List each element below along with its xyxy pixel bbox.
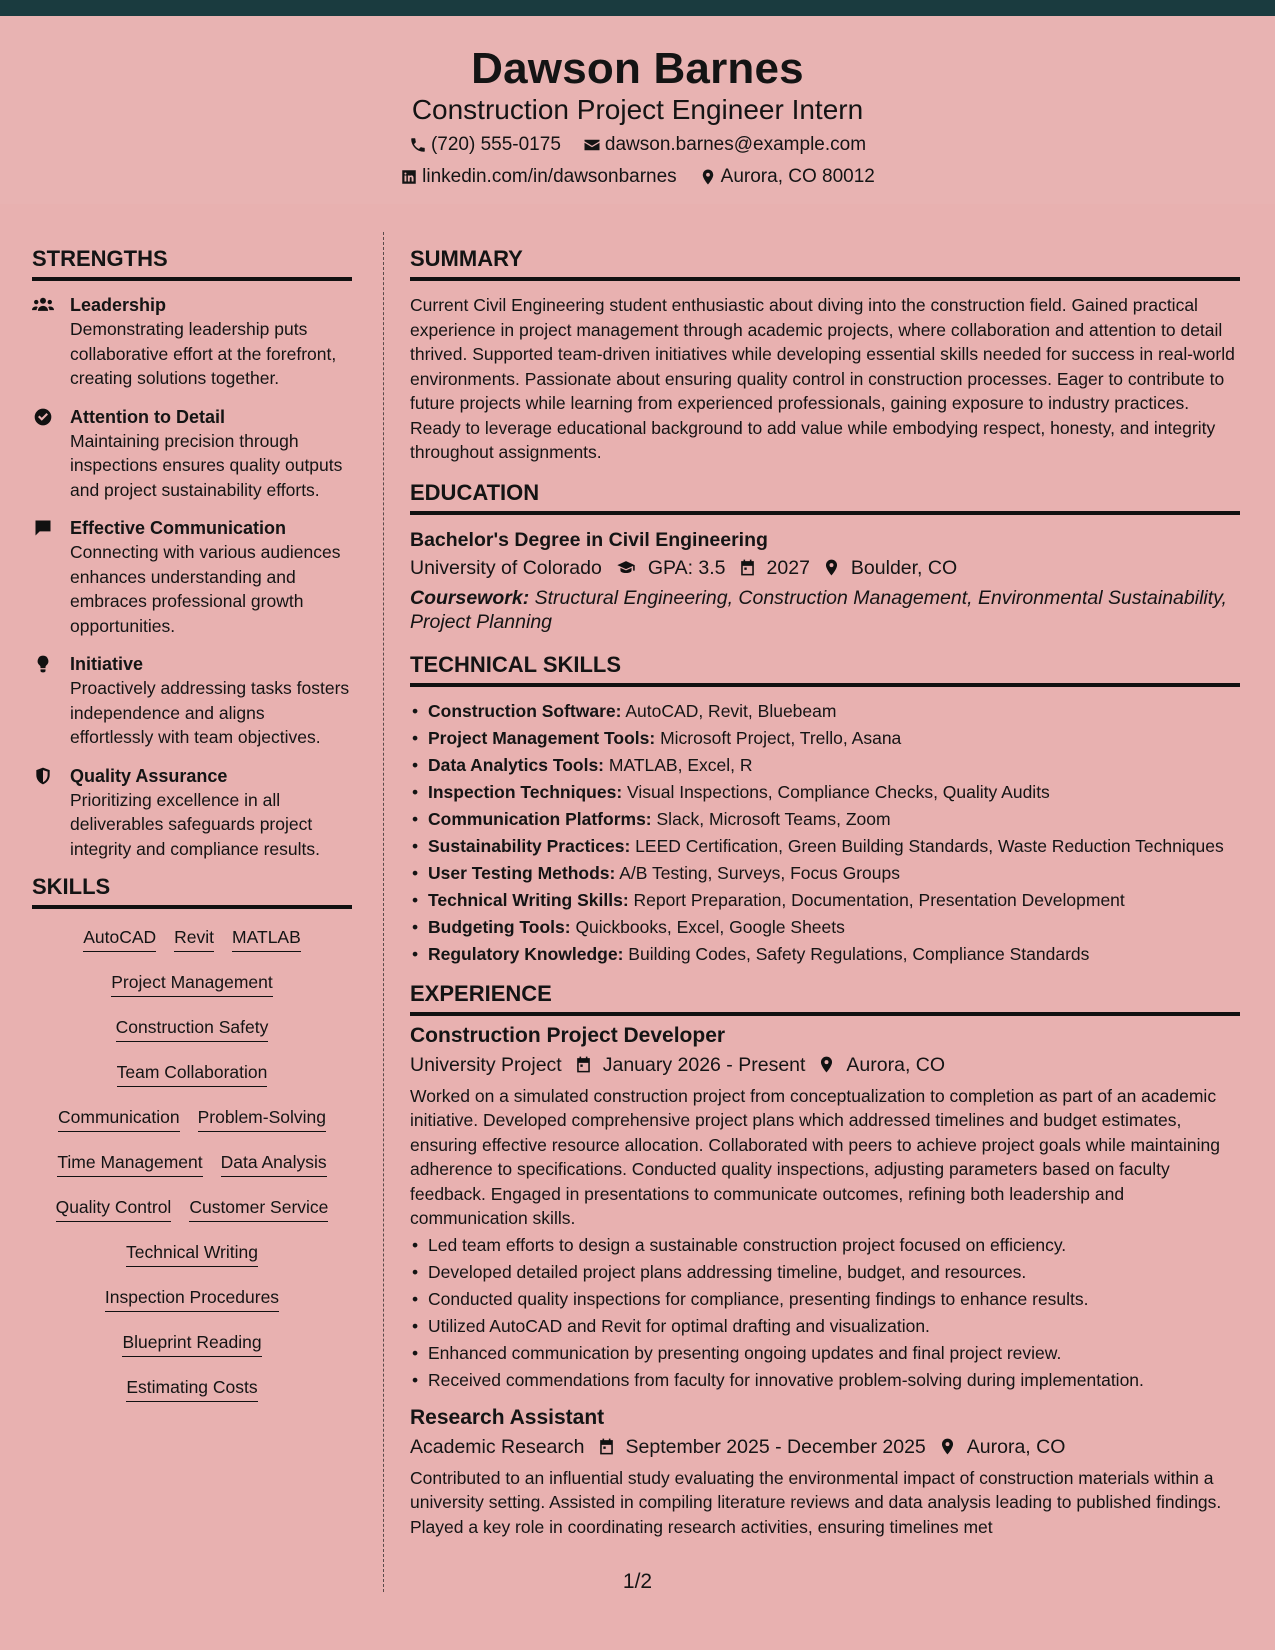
job-dates: September 2025 - December 2025 <box>625 1435 926 1458</box>
map-pin-icon <box>699 168 717 186</box>
calendar-icon <box>597 1437 616 1456</box>
skill-tag: Construction Safety <box>116 1015 269 1042</box>
job-entry <box>410 1022 1240 1392</box>
technical-skills-list <box>410 699 1240 966</box>
job-entry <box>410 1404 1240 1540</box>
skill-tag: Project Management <box>111 970 272 997</box>
strength-item <box>32 516 352 638</box>
top-accent-bar <box>0 0 1275 16</box>
skill-tag: Data Analysis <box>221 1150 327 1177</box>
job-dates: January 2026 - Present <box>602 1053 806 1076</box>
strength-title: Effective Communication <box>70 518 287 538</box>
technical-skill-label: Communication Platforms: <box>428 808 652 829</box>
technical-skill-label: User Testing Methods: <box>428 862 616 883</box>
technical-skill-label: Regulatory Knowledge: <box>428 943 624 964</box>
degree-title: Bachelor's Degree in Civil Engineering <box>410 528 768 551</box>
technical-skill-item <box>410 915 1240 939</box>
skill-tag: Communication <box>58 1105 180 1132</box>
strengths-heading: STRENGTHS <box>32 247 352 281</box>
strength-item <box>32 405 352 503</box>
contact-line-2 <box>0 166 1275 188</box>
skill-tag: Revit <box>174 925 214 952</box>
technical-skill-label: Data Analytics Tools: <box>428 754 605 775</box>
check-circle-icon <box>32 407 54 427</box>
column-divider <box>383 232 384 1592</box>
technical-skill-item <box>410 726 1240 750</box>
calendar-icon <box>574 1055 593 1074</box>
skill-tag: AutoCAD <box>83 925 156 952</box>
skill-row <box>32 1015 352 1060</box>
technical-skill-value: Slack, Microsoft Teams, Zoom <box>651 808 891 829</box>
education-meta <box>410 553 1240 583</box>
technical-skill-value: Visual Inspections, Compliance Checks, Quality Audits <box>622 781 1050 802</box>
job-bullet: • Developed detailed project plans addressing timeline, budget, and resources. <box>410 1260 1240 1284</box>
contact-line-1 <box>0 134 1275 156</box>
experience-heading: EXPERIENCE <box>410 982 1240 1016</box>
graduation-year: 2027 <box>766 556 810 579</box>
skill-tag: Team Collaboration <box>117 1060 268 1087</box>
technical-skill-item <box>410 942 1240 966</box>
skill-row <box>32 1105 352 1150</box>
technical-skill-item <box>410 861 1240 885</box>
job-meta <box>410 1050 1240 1080</box>
graduation-cap-icon <box>614 558 638 577</box>
job-title: Construction Project Developer <box>410 1023 726 1047</box>
education-heading: EDUCATION <box>410 481 1240 515</box>
candidate-role: Construction Project Engineer Intern <box>411 94 864 125</box>
coursework-list: Structural Engineering, Construction Management, Environmental Sustainability, Project Planning <box>410 586 1227 633</box>
job-location: Aurora, CO <box>966 1435 1066 1458</box>
strength-item <box>32 652 352 750</box>
school-location: Boulder, CO <box>850 556 958 579</box>
technical-skill-label: Construction Software: <box>428 700 622 721</box>
skill-tag: MATLAB <box>232 925 301 952</box>
skill-row <box>32 1060 352 1105</box>
left-column <box>32 247 352 1420</box>
job-location: Aurora, CO <box>846 1053 946 1076</box>
technical-skill-value: Building Codes, Safety Regulations, Compliance Standards <box>623 943 1090 964</box>
technical-skill-value: MATLAB, Excel, R <box>604 754 753 775</box>
strength-desc: Maintaining precision through inspections ensures quality outputs and project sustainability efforts. <box>70 430 343 500</box>
skill-tag: Quality Control <box>56 1195 172 1222</box>
technical-skill-value: AutoCAD, Revit, Bluebeam <box>621 700 837 721</box>
skill-tag: Blueprint Reading <box>122 1330 261 1357</box>
lightbulb-icon <box>32 654 54 674</box>
strength-desc: Connecting with various audiences enhances understanding and embraces professional growth opportunities. <box>70 542 341 636</box>
skill-row <box>32 1195 352 1240</box>
users-icon <box>32 295 54 315</box>
skill-row <box>32 1330 352 1375</box>
technical-skill-item <box>410 807 1240 831</box>
strength-title: Leadership <box>70 295 167 315</box>
location-text: Aurora, CO 80012 <box>720 166 875 187</box>
strength-title: Quality Assurance <box>70 765 228 786</box>
technical-skill-value: Report Preparation, Documentation, Presentation Development <box>628 889 1125 910</box>
job-description: Contributed to an influential study evaluating the environmental impact of construction materials within a university setting. Assisted in compiling literature reviews and data analysis leading to published findings. Played a key role in coordinating research activities, ensuring timelines met <box>410 1467 1222 1537</box>
skill-row <box>32 925 352 970</box>
skill-tag: Time Management <box>57 1150 202 1177</box>
skills-heading: SKILLS <box>32 875 352 909</box>
skill-tag: Inspection Procedures <box>105 1285 279 1312</box>
skill-row <box>32 1375 352 1420</box>
location-contact <box>699 166 875 188</box>
technical-skill-label: Project Management Tools: <box>428 727 656 748</box>
candidate-name: Dawson Barnes <box>471 44 804 93</box>
job-meta <box>410 1432 1240 1462</box>
job-bullet: • Led team efforts to design a sustainable construction project focused on efficiency. <box>410 1233 1240 1257</box>
phone-contact <box>409 134 561 156</box>
skill-row <box>32 1285 352 1330</box>
shield-icon <box>32 766 54 786</box>
comment-icon <box>32 518 54 538</box>
job-bullet: • Enhanced communication by presenting ongoing updates and final project review. <box>410 1341 1240 1365</box>
job-title: Research Assistant <box>410 1405 605 1429</box>
job-bullet: • Conducted quality inspections for compliance, presenting findings to enhance results. <box>410 1287 1240 1311</box>
map-pin-icon <box>817 1055 836 1074</box>
strength-item <box>32 764 352 862</box>
page-number: 1/2 <box>622 1570 653 1593</box>
skill-tag: Problem-Solving <box>198 1105 326 1132</box>
job-org: Academic Research <box>410 1435 585 1458</box>
technical-skill-item <box>410 834 1240 858</box>
envelope-icon <box>583 136 601 154</box>
coursework-label: Coursework: <box>410 586 530 609</box>
strength-desc: Prioritizing excellence in all deliverables safeguards project integrity and compliance results. <box>70 789 320 859</box>
strength-item <box>32 293 352 391</box>
technical-skill-value: A/B Testing, Surveys, Focus Groups <box>615 862 901 883</box>
map-pin-icon <box>938 1437 957 1456</box>
technical-skill-label: Inspection Techniques: <box>428 781 623 802</box>
strength-title: Attention to Detail <box>70 406 225 427</box>
linkedin-contact[interactable] <box>400 166 677 188</box>
technical-skill-value: Quickbooks, Excel, Google Sheets <box>570 916 845 937</box>
job-bullets <box>410 1233 1240 1392</box>
school-name: University of Colorado <box>410 556 602 579</box>
gpa-text: GPA: 3.5 <box>647 556 726 579</box>
technical-skill-value: Microsoft Project, Trello, Asana <box>655 727 902 748</box>
skill-row <box>32 1240 352 1285</box>
map-pin-icon <box>822 558 841 577</box>
linkedin-icon <box>400 168 418 186</box>
skill-row <box>32 1150 352 1195</box>
phone-text: (720) 555-0175 <box>430 134 561 155</box>
job-description: Worked on a simulated construction project from conceptualization to completion as part of an academic initiative. Developed comprehensive project plans which addressed timelines and budget estimates, ensuring effective resource allocation. Collaborated with peers to achieve project goals while maintaining adherence to specifications. Conducted quality inspections, adjusting parameters based on faculty feedback. Engaged in presentations to communicate outcomes, refining both leadership and communication skills. <box>410 1085 1220 1228</box>
technical-skill-item <box>410 780 1240 804</box>
email-contact[interactable] <box>583 134 866 156</box>
technical-skill-label: Technical Writing Skills: <box>428 889 629 910</box>
technical-skills-heading: TECHNICAL SKILLS <box>410 653 1240 687</box>
calendar-icon <box>738 558 757 577</box>
job-org: University Project <box>410 1053 562 1076</box>
job-bullet: • Utilized AutoCAD and Revit for optimal drafting and visualization. <box>410 1314 1240 1338</box>
resume-header <box>0 16 1275 204</box>
technical-skill-label: Budgeting Tools: <box>428 916 571 937</box>
technical-skill-label: Sustainability Practices: <box>428 835 631 856</box>
skills-list <box>32 925 352 1420</box>
skill-tag: Estimating Costs <box>126 1375 257 1402</box>
technical-skill-value: LEED Certification, Green Building Standards, Waste Reduction Techniques <box>630 835 1224 856</box>
skill-tag: Technical Writing <box>126 1240 258 1267</box>
email-text: dawson.barnes@example.com <box>604 134 867 155</box>
skill-row <box>32 970 352 1015</box>
coursework <box>410 586 1240 635</box>
phone-icon <box>409 136 427 154</box>
technical-skill-item <box>410 888 1240 912</box>
skill-tag: Customer Service <box>189 1195 328 1222</box>
summary-heading: SUMMARY <box>410 247 1240 281</box>
right-column <box>410 247 1240 1541</box>
technical-skill-item <box>410 699 1240 723</box>
job-bullet: • Received commendations from faculty for innovative problem-solving during implementation. <box>410 1368 1240 1392</box>
strength-desc: Proactively addressing tasks fosters independence and aligns effortlessly with team objectives. <box>70 678 350 747</box>
technical-skill-item <box>410 753 1240 777</box>
strength-title: Initiative <box>70 654 144 674</box>
strength-desc: Demonstrating leadership puts collaborative effort at the forefront, creating solutions together. <box>70 319 337 388</box>
linkedin-text: linkedin.com/in/dawsonbarnes <box>422 166 677 187</box>
summary-text: Current Civil Engineering student enthusiastic about diving into the construction field. Gained practical experience in project management through academic projects, where collaboration and attention to detail thrived. Supported team-driven initiatives while developing essential skills needed for success in real-world environments. Passionate about ensuring quality control in construction processes. Eager to contribute to future projects while learning from experienced professionals, gaining exposure to industry practices. Ready to leverage educational background to add value while embodying respect, honesty, and integrity throughout assignments. <box>410 295 1235 462</box>
